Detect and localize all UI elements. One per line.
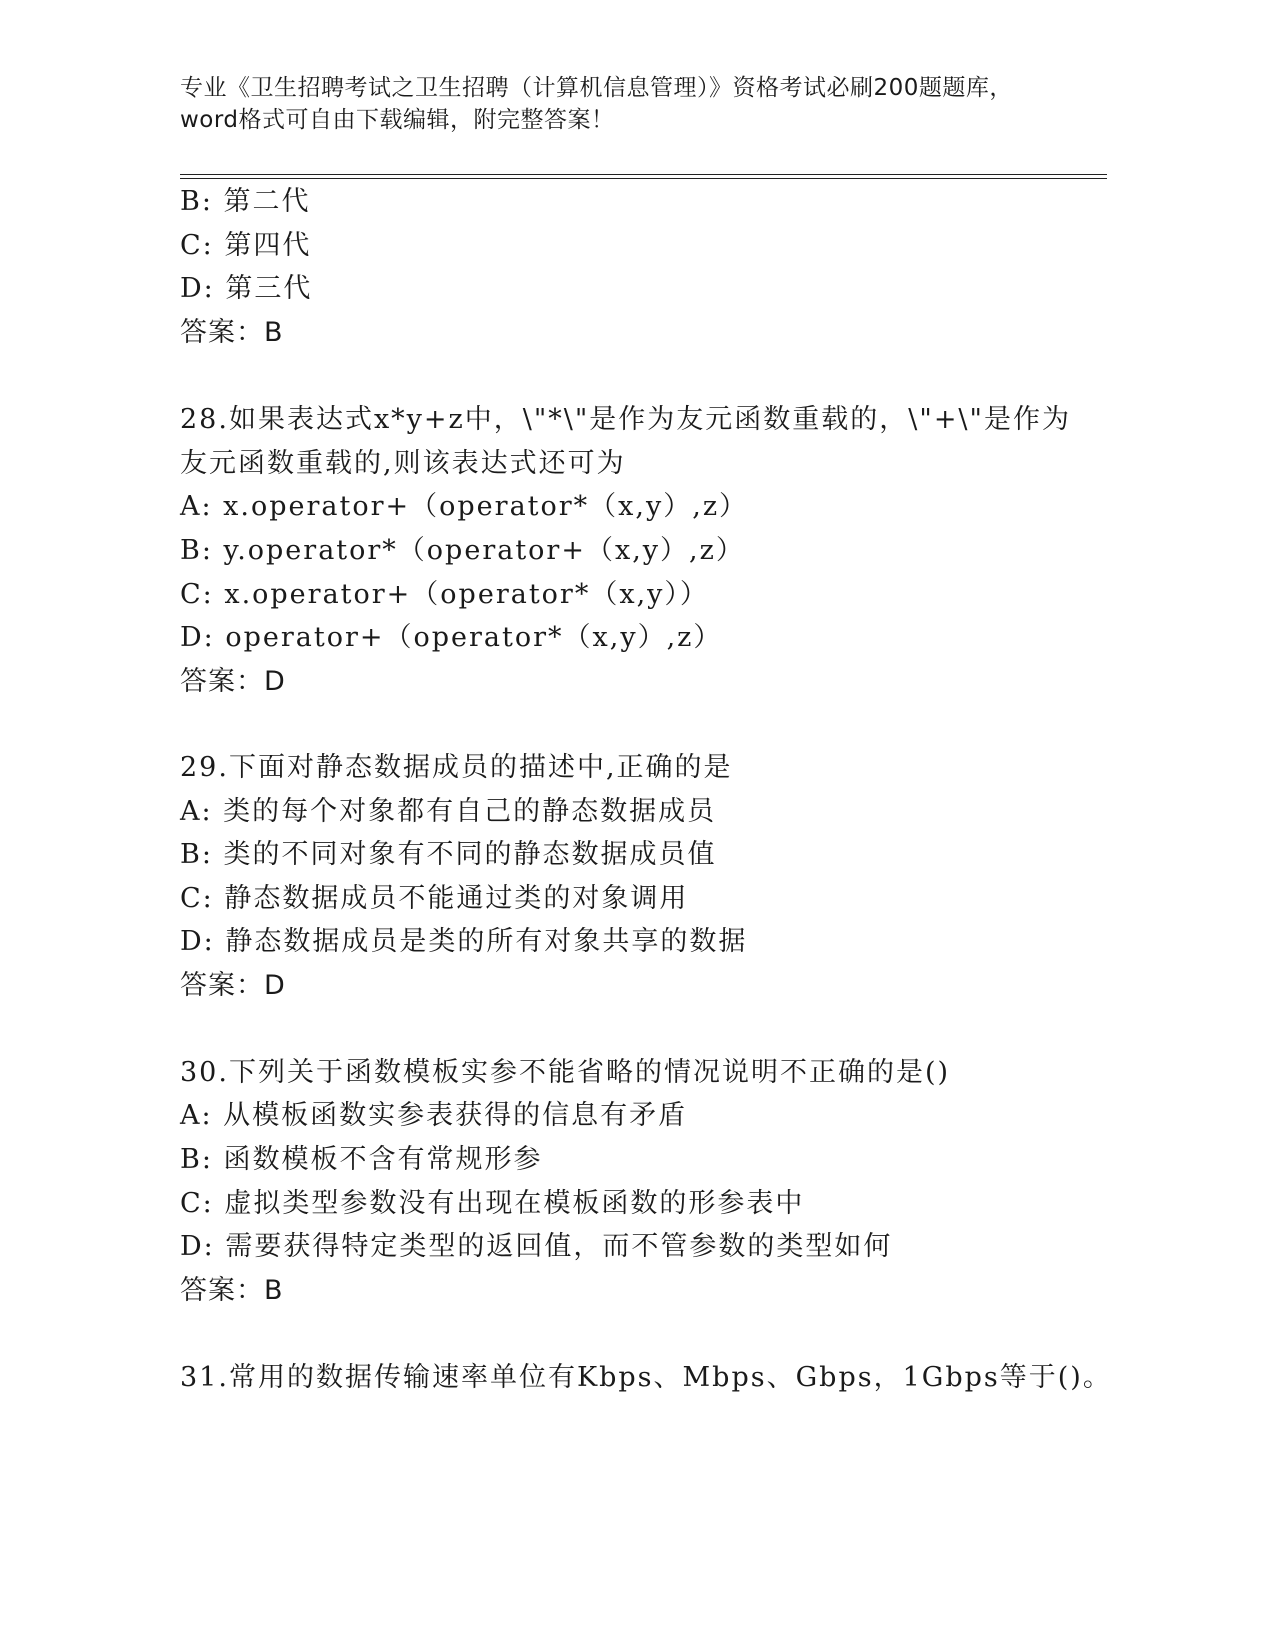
q27-option-d: D: 第三代 (180, 273, 313, 304)
q28-stem-line-2: 友元函数重载的,则该表达式还可为 (180, 448, 626, 479)
q29-option-b: B: 类的不同对象有不同的静态数据成员值 (180, 839, 717, 870)
header-line-2: word格式可自由下载编辑，附完整答案！ (180, 107, 615, 133)
header-line-1: 专业《卫生招聘考试之卫生招聘（计算机信息管理）》资格考试必刷200题题库， (180, 75, 1013, 101)
q29-option-d: D: 静态数据成员是类的所有对象共享的数据 (180, 926, 748, 957)
q29-option-c: C: 静态数据成员不能通过类的对象调用 (180, 883, 689, 914)
q30-option-a: A: 从模板函数实参表获得的信息有矛盾 (180, 1100, 688, 1131)
q27-option-c: C: 第四代 (180, 230, 312, 261)
q30-option-d: D: 需要获得特定类型的返回值，而不管参数的类型如何 (180, 1231, 893, 1262)
q28-option-d: D: operator+（operator*（x,y）,z） (180, 622, 723, 653)
q28-option-b: B: y.operator*（operator+（x,y）,z） (180, 535, 745, 566)
q29-option-a: A: 类的每个对象都有自己的静态数据成员 (180, 796, 717, 827)
q28-option-c: C: x.operator+（operator*（x,y）） (180, 579, 709, 610)
q30-option-b: B: 函数模板不含有常规形参 (180, 1144, 543, 1175)
q30-answer: 答案：B (180, 1275, 284, 1306)
q28-answer: 答案：D (180, 666, 286, 697)
document-header (180, 72, 1110, 136)
header-divider-bottom (180, 178, 1107, 179)
q29-answer: 答案：D (180, 970, 286, 1001)
q28-stem-line-1: 28.如果表达式x*y+z中，\"*\"是作为友元函数重载的，\"+\"是作为 (180, 404, 1071, 435)
header-divider-top (180, 174, 1107, 175)
q31-stem: 31.常用的数据传输速率单位有Kbps、Mbps、Gbps，1Gbps等于()。 (180, 1362, 1112, 1393)
q29-stem: 29.下面对静态数据成员的描述中,正确的是 (180, 752, 733, 783)
q27-answer: 答案：B (180, 317, 284, 348)
q27-option-b: B: 第二代 (180, 186, 311, 217)
q30-stem: 30.下列关于函数模板实参不能省略的情况说明不正确的是() (180, 1057, 951, 1088)
q30-option-c: C: 虚拟类型参数没有出现在模板函数的形参表中 (180, 1188, 805, 1219)
q28-option-a: A: x.operator+（operator*（x,y）,z） (180, 491, 749, 522)
